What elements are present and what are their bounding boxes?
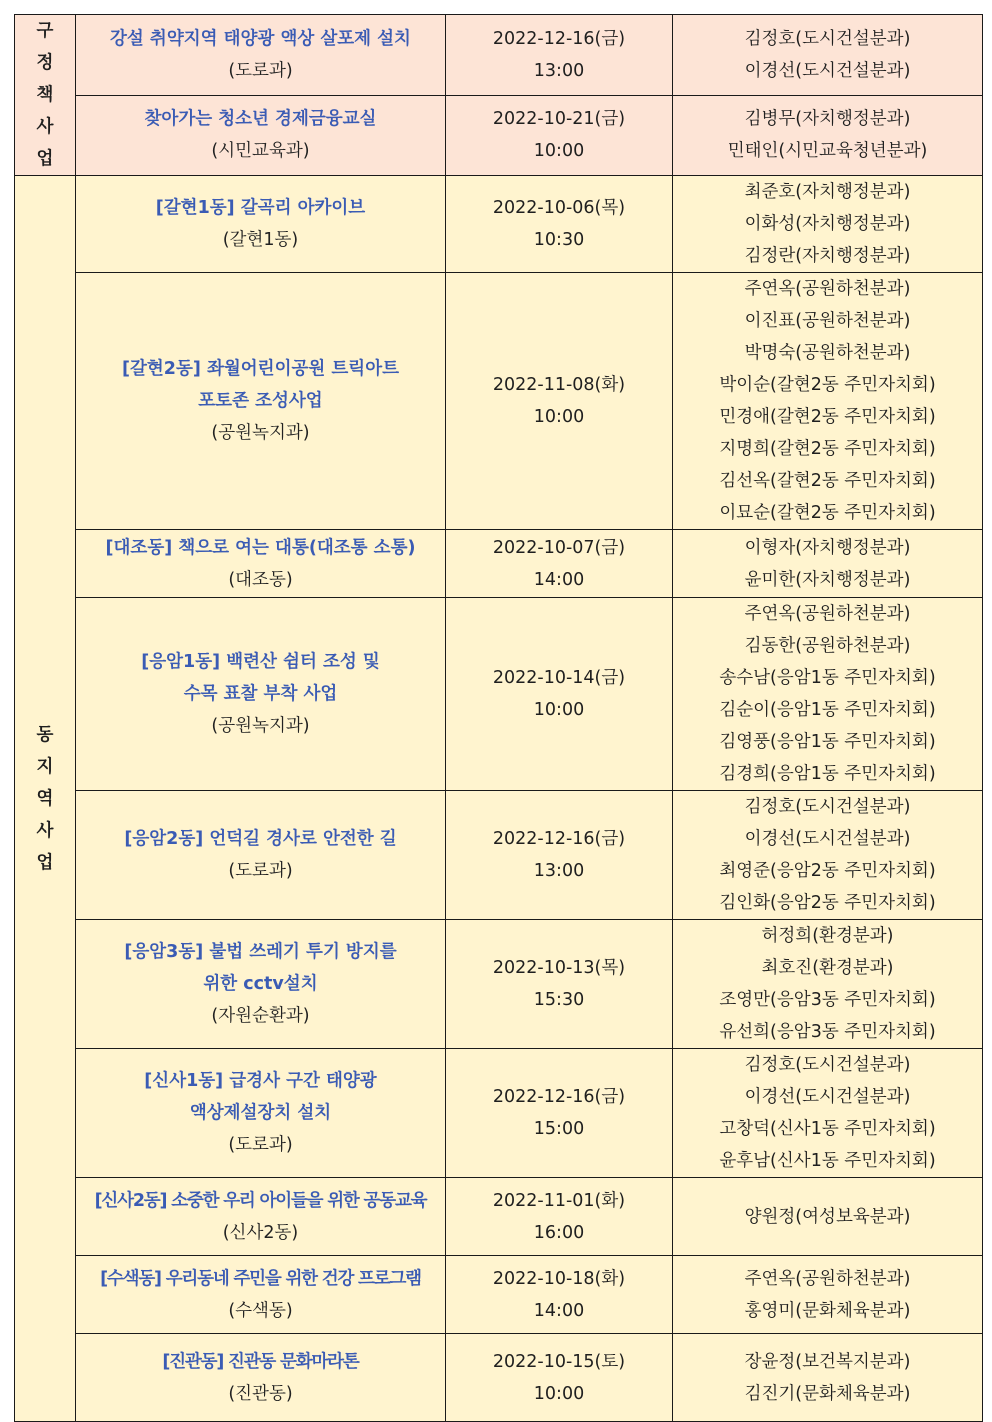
time: 15:00 <box>533 1119 585 1139</box>
attendees-cell <box>673 920 983 1049</box>
attendee: 주연옥(공원하천분과) <box>744 279 911 299</box>
project-cell <box>76 920 446 1049</box>
date: 2022-12-16(금) <box>492 28 626 49</box>
table-row <box>15 95 983 176</box>
attendee: 이묘순(갈현2동 주민자치회) <box>719 503 936 523</box>
project-title: [갈현2동] 좌월어린이공원 트릭아트 <box>121 359 400 379</box>
table-row <box>15 598 983 791</box>
time: 13:00 <box>533 861 585 881</box>
date: 2022-12-16(금) <box>492 1087 626 1107</box>
attendee: 윤후남(신사1동 주민자치회) <box>719 1151 936 1171</box>
date: 2022-10-14(금) <box>492 668 626 688</box>
project-title: [진관동] 진관동 문화마라톤 <box>162 1351 359 1372</box>
project-title: [응암2동] 언덕길 경사로 안전한 길 <box>124 829 397 849</box>
table-row <box>15 1049 983 1178</box>
attendee: 최준호(자치행정분과) <box>744 182 911 202</box>
project-cell <box>76 176 446 273</box>
date: 2022-10-21(금) <box>492 109 626 130</box>
attendee: 김동한(공원하천분과) <box>744 636 911 656</box>
attendee: 최영준(응암2동 주민자치회) <box>719 861 936 881</box>
date: 2022-11-08(화) <box>492 375 626 395</box>
project-cell <box>76 1178 446 1256</box>
time: 10:30 <box>533 230 585 250</box>
project-dept: (수색동) <box>228 1300 293 1321</box>
attendees-cell <box>673 530 983 598</box>
table-row <box>15 176 983 273</box>
time: 10:00 <box>533 1383 585 1404</box>
datetime-cell <box>446 176 673 273</box>
category-char: 업 <box>36 852 54 873</box>
attendee: 이진표(공원하천분과) <box>744 311 911 331</box>
attendee: 김경희(응암1동 주민자치회) <box>719 764 936 784</box>
project-dept: (자원순환과) <box>211 1006 310 1026</box>
project-cell <box>76 1049 446 1178</box>
project-cell <box>76 598 446 791</box>
table-row <box>15 791 983 920</box>
category-char: 정 <box>36 53 54 73</box>
project-dept: (공원녹지과) <box>211 716 310 736</box>
category-char: 책 <box>36 85 54 105</box>
category-char: 동 <box>36 724 54 745</box>
attendee: 김진기(문화체육분과) <box>744 1383 911 1404</box>
attendee: 홍영미(문화체육분과) <box>744 1300 911 1321</box>
date: 2022-10-06(목) <box>492 198 626 218</box>
attendee: 이경선(도시건설분과) <box>744 60 911 81</box>
category-char: 사 <box>36 117 54 137</box>
category-char: 사 <box>36 820 54 841</box>
table-row <box>15 1256 983 1334</box>
attendees-cell <box>673 791 983 920</box>
date: 2022-12-16(금) <box>492 829 626 849</box>
attendee: 이화성(자치행정분과) <box>744 214 911 234</box>
attendees-cell <box>673 598 983 791</box>
project-dept: (공원녹지과) <box>211 423 310 443</box>
attendee: 송수남(응암1동 주민자치회) <box>719 668 936 688</box>
category-char: 업 <box>36 149 54 169</box>
attendee: 김정란(자치행정분과) <box>744 246 911 266</box>
attendee: 박이순(갈현2동 주민자치회) <box>719 375 936 395</box>
attendee: 김선옥(갈현2동 주민자치회) <box>719 471 936 491</box>
project-cell <box>76 530 446 598</box>
attendee: 윤미한(자치행정분과) <box>744 569 911 590</box>
project-title: 강설 취약지역 태양광 액상 살포제 설치 <box>110 28 411 49</box>
datetime-cell <box>446 1049 673 1178</box>
category-char: 구 <box>36 21 54 41</box>
project-title: [수색동] 우리동네 주민을 위한 건강 프로그램 <box>100 1268 421 1289</box>
project-cell <box>76 791 446 920</box>
attendee: 김정호(도시건설분과) <box>744 28 911 49</box>
attendee: 김정호(도시건설분과) <box>744 797 911 817</box>
schedule-table <box>14 14 983 1422</box>
project-title: [신사2동] 소중한 우리 아이들을 위한 공동교육 <box>94 1190 427 1211</box>
date: 2022-10-18(화) <box>492 1268 626 1289</box>
project-title: [신사1동] 급경사 구간 태양광 <box>144 1071 377 1091</box>
project-cell <box>76 1334 446 1422</box>
attendee: 김순이(응암1동 주민자치회) <box>719 700 936 720</box>
datetime-cell <box>446 1334 673 1422</box>
attendee: 장윤정(보건복지분과) <box>744 1351 911 1372</box>
time: 16:00 <box>533 1222 585 1243</box>
datetime-cell <box>446 273 673 530</box>
time: 14:00 <box>533 1300 585 1321</box>
project-dept: (대조동) <box>228 569 293 590</box>
project-title: 포토존 조성사업 <box>198 391 323 411</box>
project-dept: (도로과) <box>228 861 293 881</box>
date: 2022-10-13(목) <box>492 958 626 978</box>
time: 10:00 <box>533 700 585 720</box>
datetime-cell <box>446 1178 673 1256</box>
table-row <box>15 530 983 598</box>
time: 15:30 <box>533 990 585 1010</box>
table-row <box>15 1178 983 1256</box>
project-cell <box>76 15 446 96</box>
attendee: 김정호(도시건설분과) <box>744 1055 911 1075</box>
datetime-cell <box>446 530 673 598</box>
attendees-cell <box>673 1178 983 1256</box>
datetime-cell <box>446 1256 673 1334</box>
time: 14:00 <box>533 569 585 590</box>
attendee: 양원정(여성보육분과) <box>744 1206 911 1227</box>
attendee: 주연옥(공원하천분과) <box>744 604 911 624</box>
attendee: 이경선(도시건설분과) <box>744 829 911 849</box>
project-title: [응암3동] 불법 쓰레기 투기 방지를 <box>124 942 397 962</box>
category-label-dong-projects <box>15 176 76 1422</box>
category-char: 지 <box>36 756 54 777</box>
project-title: 수목 표찰 부착 사업 <box>183 684 338 704</box>
project-cell <box>76 1256 446 1334</box>
attendee: 이형자(자치행정분과) <box>744 537 911 558</box>
datetime-cell <box>446 15 673 96</box>
time: 10:00 <box>533 407 585 427</box>
attendee: 주연옥(공원하천분과) <box>744 1268 911 1289</box>
attendee: 조영만(응암3동 주민자치회) <box>719 990 936 1010</box>
attendee: 지명희(갈현2동 주민자치회) <box>719 439 936 459</box>
attendee: 이경선(도시건설분과) <box>744 1087 911 1107</box>
date: 2022-10-15(토) <box>492 1351 626 1372</box>
time: 10:00 <box>533 141 585 162</box>
attendees-cell <box>673 1049 983 1178</box>
attendee: 민태인(시민교육청년분과) <box>727 141 928 162</box>
attendee: 김병무(자치행정분과) <box>744 109 911 130</box>
table-row <box>15 273 983 530</box>
category-label-district-policy <box>15 15 76 176</box>
project-dept: (도로과) <box>228 60 293 81</box>
project-dept: (갈현1동) <box>222 230 299 250</box>
attendee: 김영풍(응암1동 주민자치회) <box>719 732 936 752</box>
attendee: 허정희(환경분과) <box>761 926 894 946</box>
project-dept: (도로과) <box>228 1135 293 1155</box>
category-char: 역 <box>36 788 54 809</box>
attendee: 유선희(응암3동 주민자치회) <box>719 1022 936 1042</box>
project-title: [대조동] 책으로 여는 대통(대조통 소통) <box>105 537 416 558</box>
table-row <box>15 15 983 96</box>
time: 13:00 <box>533 60 585 81</box>
project-dept: (신사2동) <box>222 1222 299 1243</box>
attendee: 박명숙(공원하천분과) <box>744 343 911 363</box>
attendee: 고창덕(신사1동 주민자치회) <box>719 1119 936 1139</box>
project-title: [갈현1동] 갈곡리 아카이브 <box>155 198 366 218</box>
datetime-cell <box>446 95 673 176</box>
attendees-cell <box>673 95 983 176</box>
attendees-cell <box>673 1334 983 1422</box>
project-dept: (시민교육과) <box>211 141 310 162</box>
project-cell <box>76 95 446 176</box>
project-title: 위한 cctv설치 <box>203 974 318 994</box>
attendee: 김인화(응암2동 주민자치회) <box>719 893 936 913</box>
project-dept: (진관동) <box>228 1383 293 1404</box>
datetime-cell <box>446 598 673 791</box>
project-title: 찾아가는 청소년 경제금융교실 <box>144 109 377 130</box>
attendees-cell <box>673 1256 983 1334</box>
table-row <box>15 1334 983 1422</box>
attendee: 민경애(갈현2동 주민자치회) <box>719 407 936 427</box>
attendees-cell <box>673 273 983 530</box>
project-cell <box>76 273 446 530</box>
table-row <box>15 920 983 1049</box>
datetime-cell <box>446 791 673 920</box>
date: 2022-11-01(화) <box>492 1190 626 1211</box>
attendees-cell <box>673 176 983 273</box>
project-title: [응암1동] 백련산 쉼터 조성 및 <box>141 652 380 672</box>
datetime-cell <box>446 920 673 1049</box>
date: 2022-10-07(금) <box>492 537 626 558</box>
project-title: 액상제설장치 설치 <box>189 1103 332 1123</box>
attendees-cell <box>673 15 983 96</box>
attendee: 최호진(환경분과) <box>761 958 894 978</box>
